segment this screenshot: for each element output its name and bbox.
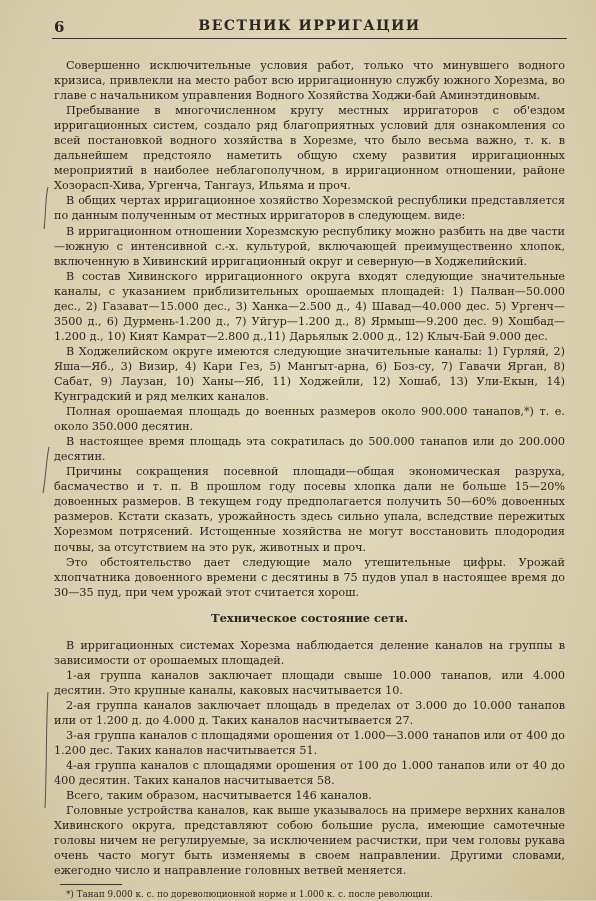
paragraph: Головные устройства каналов, как выше указывалось на примере верхних каналов Хивинского округа, представляют собою большие русла, имеющие самотечные головы ничем не регулируемые, за исключением расчистки, при чем головы рукава очень часто могут быть изменяемы в своем направлении. Другими словами, ежегодно число и направление головных ветвей меняется. <box>54 804 565 878</box>
pencil-margin-mark <box>40 445 52 495</box>
paragraph: 4-ая группа каналов с площадями орошения от 100 до 1.000 танапов или от 40 до 400 десятин. Таких каналов насчитывается 58. <box>54 759 565 788</box>
page-header <box>52 16 567 39</box>
paragraph: В ирригационных системах Хорезма наблюдается деление каналов на группы в зависимости от орошаемых площадей. <box>54 638 565 667</box>
paragraph: Полная орошаемая площадь до военных размеров около 900.000 танапов,*) т. е. около 350.000 десятин. <box>54 405 565 434</box>
pencil-margin-mark <box>40 185 52 231</box>
paragraph: Пребывание в многочисленном кругу местных ирригаторов с об'ездом ирригационных систем, создало ряд благоприятных условий для ознакомления со всей постановкой водного хозяйства в Хорезме, что было весьма важно, т. к. в дальнейшем предстояло наметить общую схему развития ирригационных мероприятий в наиболее неблагополучном, в ирригационном отношении, районе Хозорасп-Хива, Ургенча, Тангауз, Ильяма и проч. <box>54 104 565 193</box>
article-body <box>54 58 565 901</box>
journal-title: ВЕСТНИК ИРРИГАЦИИ <box>198 18 421 34</box>
paragraph: 1-ая группа каналов заключает площади свыше 10.000 танапов, или 4.000 десятин. Это крупные каналы, каковых насчитывается 10. <box>54 668 565 697</box>
pencil-margin-mark <box>40 690 52 810</box>
paragraph: В состав Хивинского ирригационного округа входят следующие значительные каналы, с указанием приблизительных орошаемых площадей: 1) Палван—50.000 дес., 2) Газават—15.000 дес., 3) Ханка—2.500 д., 4) Шавад—40.000 дес. 5) Ургенч—3500 д., 6) Дурмень-1.200 д., 7) Уйгур—1.200 д., 8) Ярмыш—9.200 дес. 9) Хошбад—1.200 д., 10) Кият Камрат—2.800 д.,11) Дарьялык 2.000 д., 12) Клыч-Бай 9.000 дес. <box>54 269 565 343</box>
paragraph: В общих чертах ирригационное хозяйство Хорезмской республики представляется по данным полученным от местных ирригаторов в следующем. виде: <box>54 194 565 223</box>
paragraph: Причины сокращения посевной площади—общая экономическая разруха, басмачество и т. п. В прошлом году посевы хлопка дали не больше 15—20% довоенных размеров. В текущем году предполагается получить 50—60% довоенных размеров. Кстати сказать, урожайность здесь сильно упала, вследствие пережитых Хорезмом потрясений. Истощенные хозяйства не могут восстановить плодородия почвы, за отсутствием на это рук, животных и проч. <box>54 465 565 554</box>
footnote-divider <box>60 884 122 885</box>
paragraph: Это обстоятельство дает следующие мало утешительные цифры. Урожай хлопчатника довоенного времени с десятины в 75 пудов упал в настоящее время до 30—35 пуд, при чем урожай этот считается хорош. <box>54 555 565 599</box>
paragraph: 2-ая группа каналов заключает площадь в пределах от 3.000 до 10.000 танапов или от 1.200 д. до 4.000 д. Таких каналов насчитывается 27. <box>54 698 565 727</box>
paragraph: В настоящее время площадь эта сократилась до 500.000 танапов или до 200.000 десятин. <box>54 435 565 464</box>
section-heading: Техническое состояние сети. <box>211 610 408 625</box>
paragraph: В ирригационном отношении Хорезмскую республику можно разбить на две части—южную с интенсивной с.-х. культурой, включающей преимущественно хлопок, включенную в Хивинский ирригационный округ и северную—в Ходжелийский. <box>54 224 565 268</box>
paragraph: Совершенно исключительные условия работ, только что минувшего водного кризиса, привлекли на место работ всю ирригационную службу южного Хорезма, во главе с начальником управления Водного Хозяйства Ходжи-бай Аминэтдиновым. <box>54 59 565 103</box>
paragraph: В Ходжелийском округе имеются следующие значительные каналы: 1) Гурляй, 2) Яша—Яб., 3) Визир, 4) Кари Гез, 5) Мангыт-арна, 6) Боз-су, 7) Гавачи Ярган, 8) Сабат, 9) Лаузан, 10) Ханы—Яб, 11) Ходжейли, 12) Хошаб, 13) Ули-Екын, 14) Кунградский и ряд мелких каналов. <box>54 344 565 404</box>
paragraph: Всего, таким образом, насчитывается 146 каналов. <box>66 789 372 803</box>
footnote: *) Танап 9.000 к. с. по дореволюционной норме и 1.000 к. с. после революции. <box>66 890 433 901</box>
paragraph: 3-ая группа каналов с площадями орошения от 1.000—3.000 танапов или от 400 до 1.200 дес. Таких каналов насчитывается 51. <box>54 729 565 758</box>
page-number: 6 <box>54 18 65 36</box>
